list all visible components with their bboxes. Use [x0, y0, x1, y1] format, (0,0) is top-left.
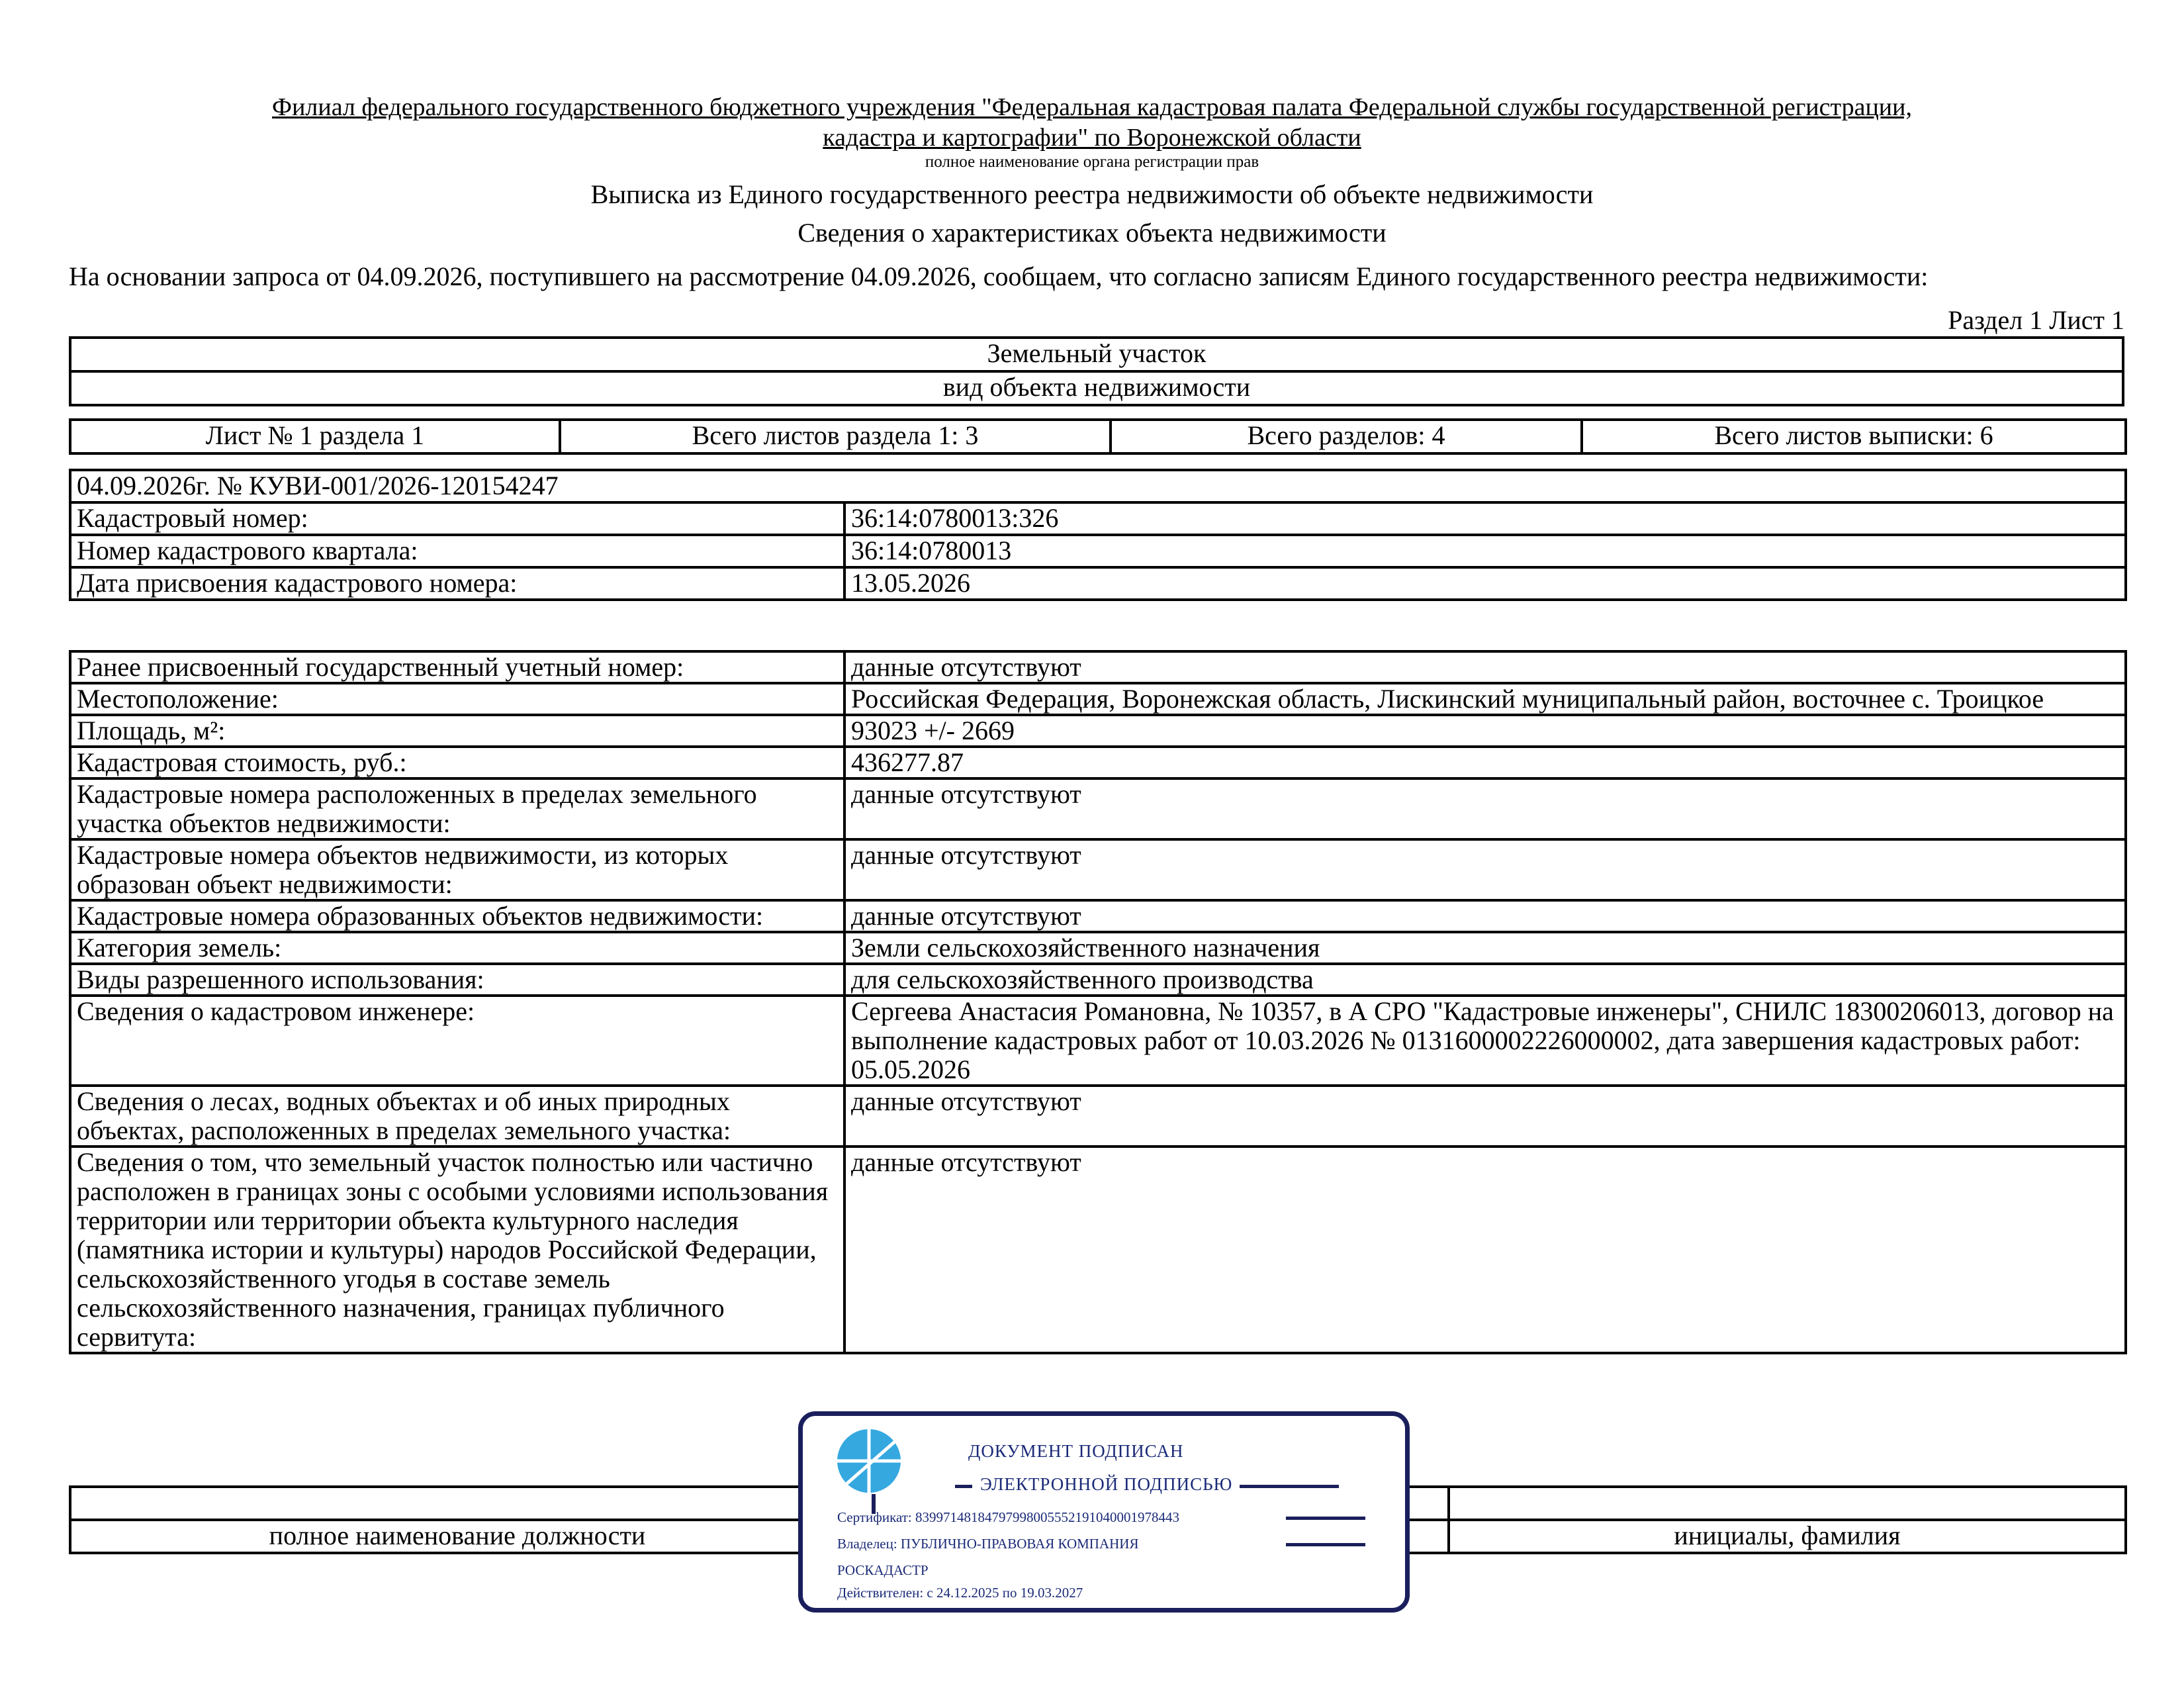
sections-total: Всего разделов: 4 — [1111, 420, 1582, 453]
table-row — [70, 567, 2126, 600]
name-caption: инициалы, фамилия — [1449, 1520, 2126, 1553]
table-row — [70, 839, 2126, 900]
stamp-validity: Действителен: с 24.12.2025 по 19.03.2027 — [837, 1585, 1083, 1601]
intro-text: На основании запроса от 04.09.2026, поступившего на рассмотрение 04.09.2026, сообщаем, что согласно записям Единого государственного реестра недвижимости: — [69, 261, 1929, 291]
row-label: Кадастровый номер: — [70, 502, 844, 535]
row-value: 36:14:0780013 — [844, 535, 2126, 567]
position-caption: полное наименование должности — [70, 1520, 844, 1553]
row-label: Кадастровые номера образованных объектов недвижимости: — [70, 900, 844, 932]
extract-sheets-total: Всего листов выписки: 6 — [1582, 420, 2126, 453]
row-label: Виды разрешенного использования: — [70, 964, 844, 996]
ident-table — [69, 469, 2127, 601]
table-row — [70, 932, 2126, 964]
row-label: Категория земель: — [70, 932, 844, 964]
row-label: Местоположение: — [70, 683, 844, 715]
stamp-bar — [1240, 1485, 1339, 1488]
table-row — [70, 900, 2126, 932]
table-row — [70, 1147, 2126, 1353]
row-label: Номер кадастрового квартала: — [70, 535, 844, 567]
row-value: для сельскохозяйственного производства — [844, 964, 2126, 996]
stamp-owner-line2: РОСКАДАСТР — [837, 1562, 929, 1578]
section-sheets-total: Всего листов раздела 1: 3 — [560, 420, 1111, 453]
row-label: Сведения о том, что земельный участок полностью или частично расположен в границах зоны с особыми условиями использования территории или территории объекта культурного наследия (памятника истории и культуры) народов Российской Федерации, сельскохозяйственного угодья в составе земель сельскохозяйственного назначения, границах публичного сервитута: — [70, 1147, 844, 1353]
position-field — [70, 1487, 844, 1520]
e-signature-stamp — [798, 1411, 1410, 1613]
row-value: данные отсутствуют — [844, 1086, 2126, 1147]
table-row — [70, 964, 2126, 996]
table-row — [70, 996, 2126, 1086]
row-value: 93023 +/- 2669 — [844, 715, 2126, 747]
row-label: Кадастровые номера расположенных в пределах земельного участка объектов недвижимости: — [70, 778, 844, 839]
object-type-table — [69, 336, 2124, 406]
org-name-line2: кадастра и картографии" по Воронежской области — [823, 124, 1361, 152]
row-value: данные отсутствуют — [844, 651, 2126, 683]
section-reference: Раздел 1 Лист 1 — [1948, 305, 2124, 335]
row-label: Дата присвоения кадастрового номера: — [70, 567, 844, 600]
table-row — [70, 715, 2126, 747]
table-row — [70, 1086, 2126, 1147]
row-label: Кадастровая стоимость, руб.: — [70, 747, 844, 778]
org-name-line1: Филиал федерального государственного бюджетного учреждения "Федеральная кадастровая палата Федеральной службы государственной регистрации, — [272, 93, 1912, 121]
sheets-table — [69, 418, 2127, 455]
roskadastr-logo-icon — [836, 1428, 902, 1494]
object-type-value: Земельный участок — [70, 338, 2123, 371]
table-row — [70, 747, 2126, 778]
table-row — [70, 502, 2126, 535]
name-field — [1449, 1487, 2126, 1520]
request-number: 04.09.2026г. № КУВИ-001/2026-120154247 — [70, 470, 2126, 502]
stamp-owner: Владелец: ПУБЛИЧНО-ПРАВОВАЯ КОМПАНИЯ — [837, 1536, 1139, 1552]
stamp-certificate: Сертификат: 83997148184797998005552191040001978443 — [837, 1509, 1179, 1525]
sheet-number: Лист № 1 раздела 1 — [70, 420, 560, 453]
document-subtitle: Сведения о характеристиках объекта недвижимости — [797, 218, 1387, 248]
table-row — [70, 651, 2126, 683]
row-value: 436277.87 — [844, 747, 2126, 778]
stamp-title-line1: ДОКУМЕНТ ПОДПИСАН — [968, 1441, 1184, 1461]
characteristics-table — [69, 650, 2127, 1354]
document-title: Выписка из Единого государственного реестра недвижимости об объекте недвижимости — [590, 179, 1594, 209]
row-value: Земли сельскохозяйственного назначения — [844, 932, 2126, 964]
row-value: 36:14:0780013:326 — [844, 502, 2126, 535]
row-value: Сергеева Анастасия Романовна, № 10357, в А СРО "Кадастровые инженеры", СНИЛС 18300206013, договор на выполнение кадастровых работ от 10.03.2026 № 0131600002226000002, дата завершения кадастровых работ: 05.05.2026 — [844, 996, 2126, 1086]
row-value: данные отсутствуют — [844, 839, 2126, 900]
stamp-bar — [955, 1485, 972, 1488]
table-row — [70, 683, 2126, 715]
stamp-bar — [1286, 1543, 1365, 1546]
row-label: Сведения о лесах, водных объектах и об иных природных объектах, расположенных в пределах земельного участка: — [70, 1086, 844, 1147]
table-row — [70, 778, 2126, 839]
row-value: данные отсутствуют — [844, 778, 2126, 839]
row-value: данные отсутствуют — [844, 900, 2126, 932]
row-label: Ранее присвоенный государственный учетный номер: — [70, 651, 844, 683]
stamp-title-line2: ЭЛЕКТРОННОЙ ПОДПИСЬЮ — [980, 1474, 1233, 1494]
stamp-bar — [1286, 1517, 1365, 1520]
table-row — [70, 535, 2126, 567]
row-label: Кадастровые номера объектов недвижимости, из которых образован объект недвижимости: — [70, 839, 844, 900]
row-value: 13.05.2026 — [844, 567, 2126, 600]
org-name-caption: полное наименование органа регистрации прав — [925, 153, 1259, 171]
object-type-caption: вид объекта недвижимости — [70, 371, 2123, 405]
row-value: данные отсутствуют — [844, 1147, 2126, 1353]
row-label: Площадь, м²: — [70, 715, 844, 747]
row-label: Сведения о кадастровом инженере: — [70, 996, 844, 1086]
row-value: Российская Федерация, Воронежская область, Лискинский муниципальный район, восточнее с. Троицкое — [844, 683, 2126, 715]
